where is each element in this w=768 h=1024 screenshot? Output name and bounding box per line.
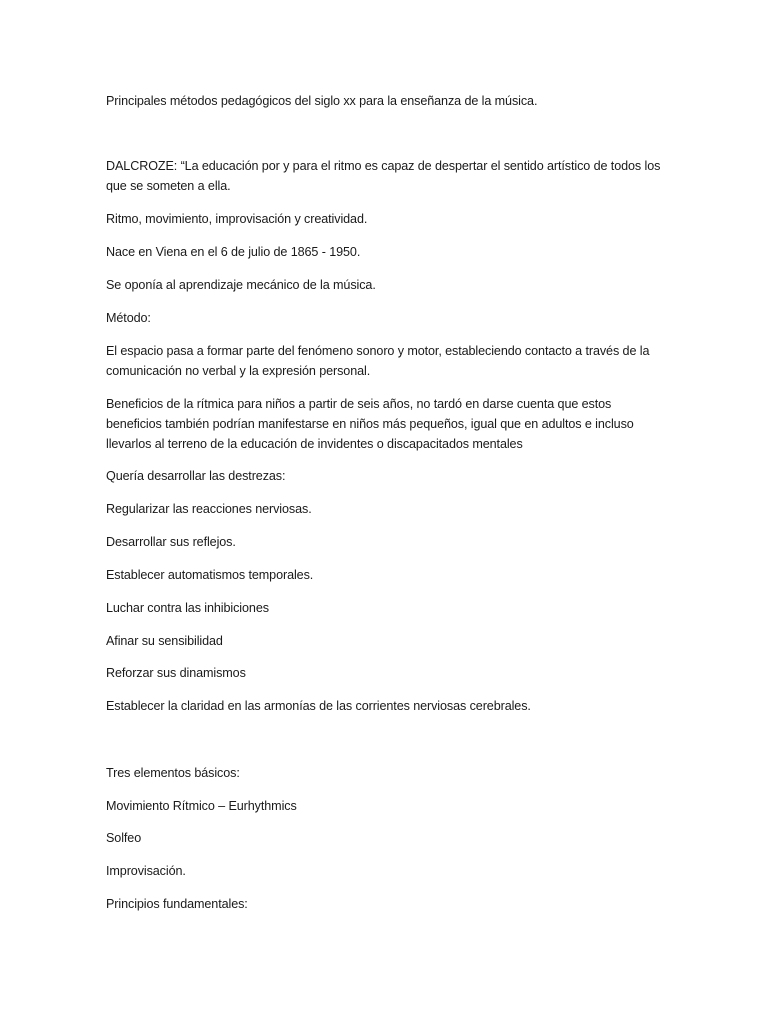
paragraph-se-oponia: Se oponía al aprendizaje mecánico de la música. [106, 278, 376, 292]
paragraph-beneficios: Beneficios de la rítmica para niños a partir de seis años, no tardó en darse cuenta que estos beneficios también podrían manifestarse en niños más pequeños, igual que en adultos e incluso llevarlos al terreno de la educación de invidentes o discapacitados mentales [106, 397, 634, 451]
list-item: Establecer automatismos temporales. [106, 568, 314, 582]
list-item: Solfeo [106, 831, 142, 845]
list-item: Establecer la claridad en las armonías de las corrientes nerviosas cerebrales. [106, 699, 531, 713]
list-item: Afinar su sensibilidad [106, 634, 223, 648]
paragraph-tres-elementos: Tres elementos básicos: [106, 766, 240, 780]
paragraph-dalcroze-quote: DALCROZE: “La educación por y para el ritmo es capaz de despertar el sentido artístico de todos los que se someten a ella. [106, 159, 661, 193]
list-item: Improvisación. [106, 864, 186, 878]
document-title: Principales métodos pedagógicos del siglo xx para la enseñanza de la música. [106, 94, 538, 108]
paragraph-nace: Nace en Viena en el 6 de julio de 1865 - 1950. [106, 245, 361, 259]
list-item: Reforzar sus dinamismos [106, 666, 246, 680]
list-item: Desarrollar sus reflejos. [106, 535, 236, 549]
paragraph-principios: Principios fundamentales: [106, 897, 248, 911]
list-item: Movimiento Rítmico – Eurhythmics [106, 799, 297, 813]
paragraph-espacio: El espacio pasa a formar parte del fenómeno sonoro y motor, estableciendo contacto a través de la comunicación no verbal y la expresión personal. [106, 344, 650, 378]
list-item: Luchar contra las inhibiciones [106, 601, 269, 615]
paragraph-metodo: Método: [106, 311, 151, 325]
paragraph-destrezas: Quería desarrollar las destrezas: [106, 469, 286, 483]
paragraph-ritmo: Ritmo, movimiento, improvisación y creatividad. [106, 212, 368, 226]
list-item: Regularizar las reacciones nerviosas. [106, 502, 312, 516]
